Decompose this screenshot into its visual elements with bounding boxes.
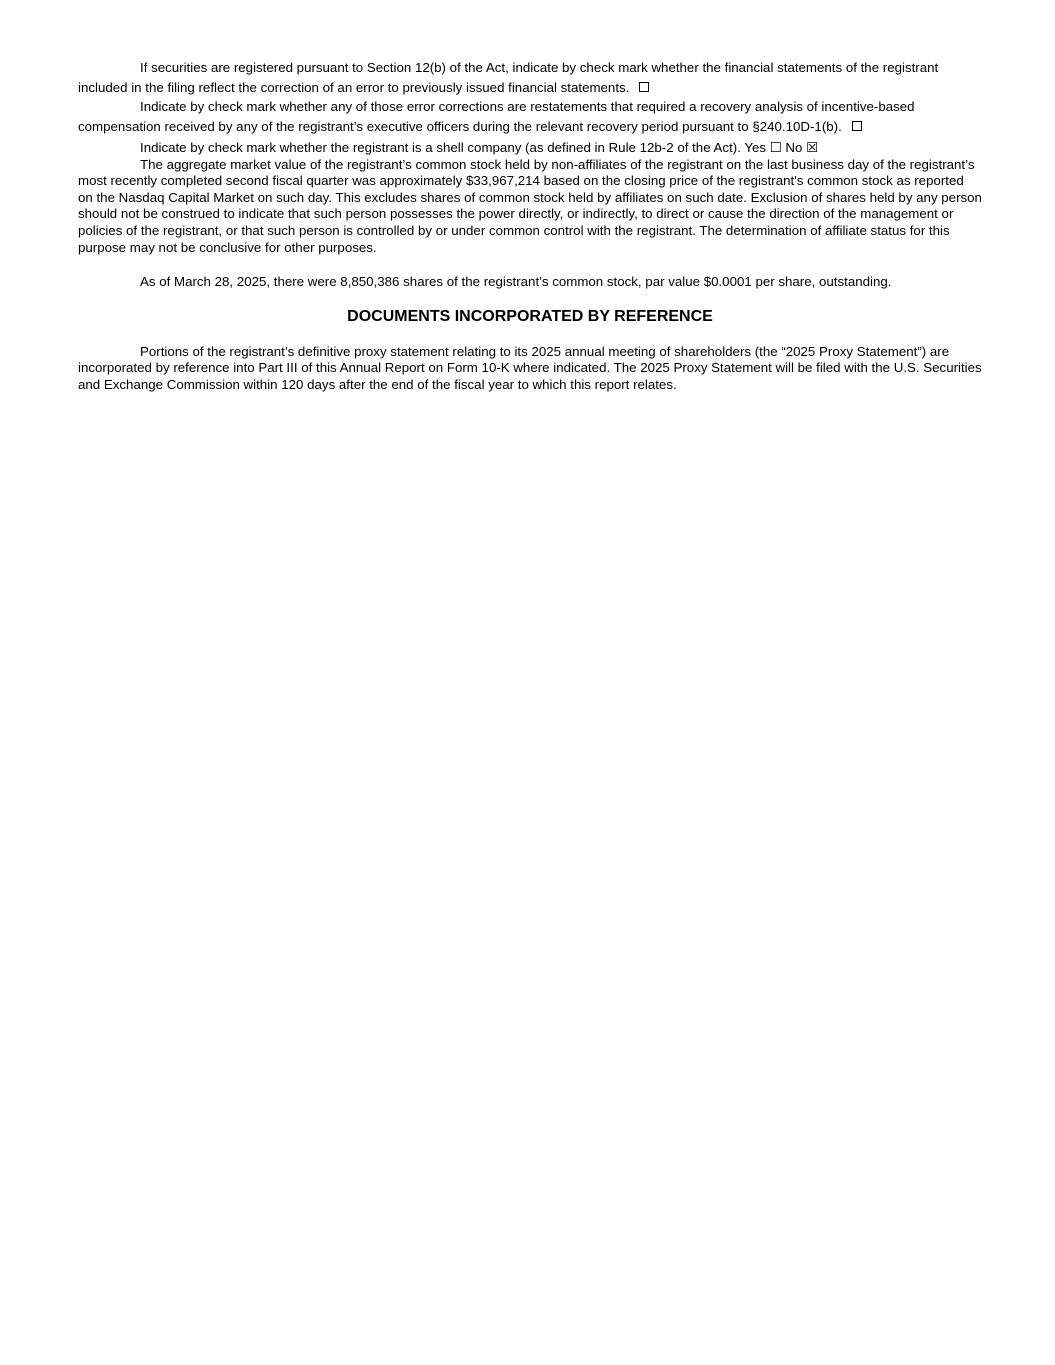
checkbox-recovery-analysis[interactable]: [852, 121, 862, 131]
shell-yes-label: Yes: [744, 140, 767, 155]
paragraph-section-12b-text: If securities are registered pursuant to Section 12(b) of the Act, indicate by check mark whether the financial statements of the registrant included in the filing reflect the correction of an error to previously issued financial statements.: [78, 60, 939, 95]
paragraph-proxy-statement: Portions of the registrant’s definitive proxy statement relating to its 2025 annual meeting of shareholders (the “2025 Proxy Statement”) are incorporated by reference into Part III of this Annual Report on Form 10-K where indicated. The 2025 Proxy Statement will be filed with the U.S. Securities and Exchange Commission within 120 days after the end of the fiscal year to which this report relates.: [78, 343, 982, 392]
document-page: [78, 58, 982, 394]
shell-company-text: Indicate by check mark whether the registrant is a shell company (as defined in Rule 12b-2 of the Act).: [140, 140, 741, 155]
shell-no-checkbox[interactable]: ☒: [806, 140, 819, 155]
shell-yes-checkbox[interactable]: ☐: [769, 140, 782, 155]
paragraph-shares-outstanding: As of March 28, 2025, there were 8,850,386 shares of the registrant’s common stock, par value $0.0001 per share, outstanding.: [140, 274, 892, 290]
paragraph-recovery-analysis-text: Indicate by check mark whether any of those error corrections are restatements that required a recovery analysis of incentive-based compensation received by any of the registrant’s executive officers during the relevant recovery period pursuant to §240.10D-1(b).: [78, 99, 915, 134]
checkbox-error-correction[interactable]: [639, 82, 649, 92]
section-heading-documents-incorporated: DOCUMENTS INCORPORATED BY REFERENCE: [347, 307, 713, 325]
paragraph-recovery-analysis: [78, 97, 982, 137]
shell-no-label: No: [785, 140, 803, 155]
paragraph-aggregate-market-value: The aggregate market value of the registrant’s common stock held by non-affiliates of the registrant on the last business day of the registrant’s most recently completed second fiscal quarter was approximately $33,967,214 based on the closing price of the registrant's common stock as reported on the Nasdaq Capital Market on such day. This excludes shares of common stock held by affiliates on such date. Exclusion of shares held by any person should not be construed to indicate that such person possesses the power directly, or indirectly, to direct or cause the direction of the management or policies of the registrant, or that such person is controlled by or under common control with the registrant. The determination of affiliate status for this purpose may not be conclusive for other purposes.: [78, 156, 982, 255]
paragraph-section-12b: [78, 58, 982, 98]
paragraph-shell-company: [78, 140, 982, 157]
